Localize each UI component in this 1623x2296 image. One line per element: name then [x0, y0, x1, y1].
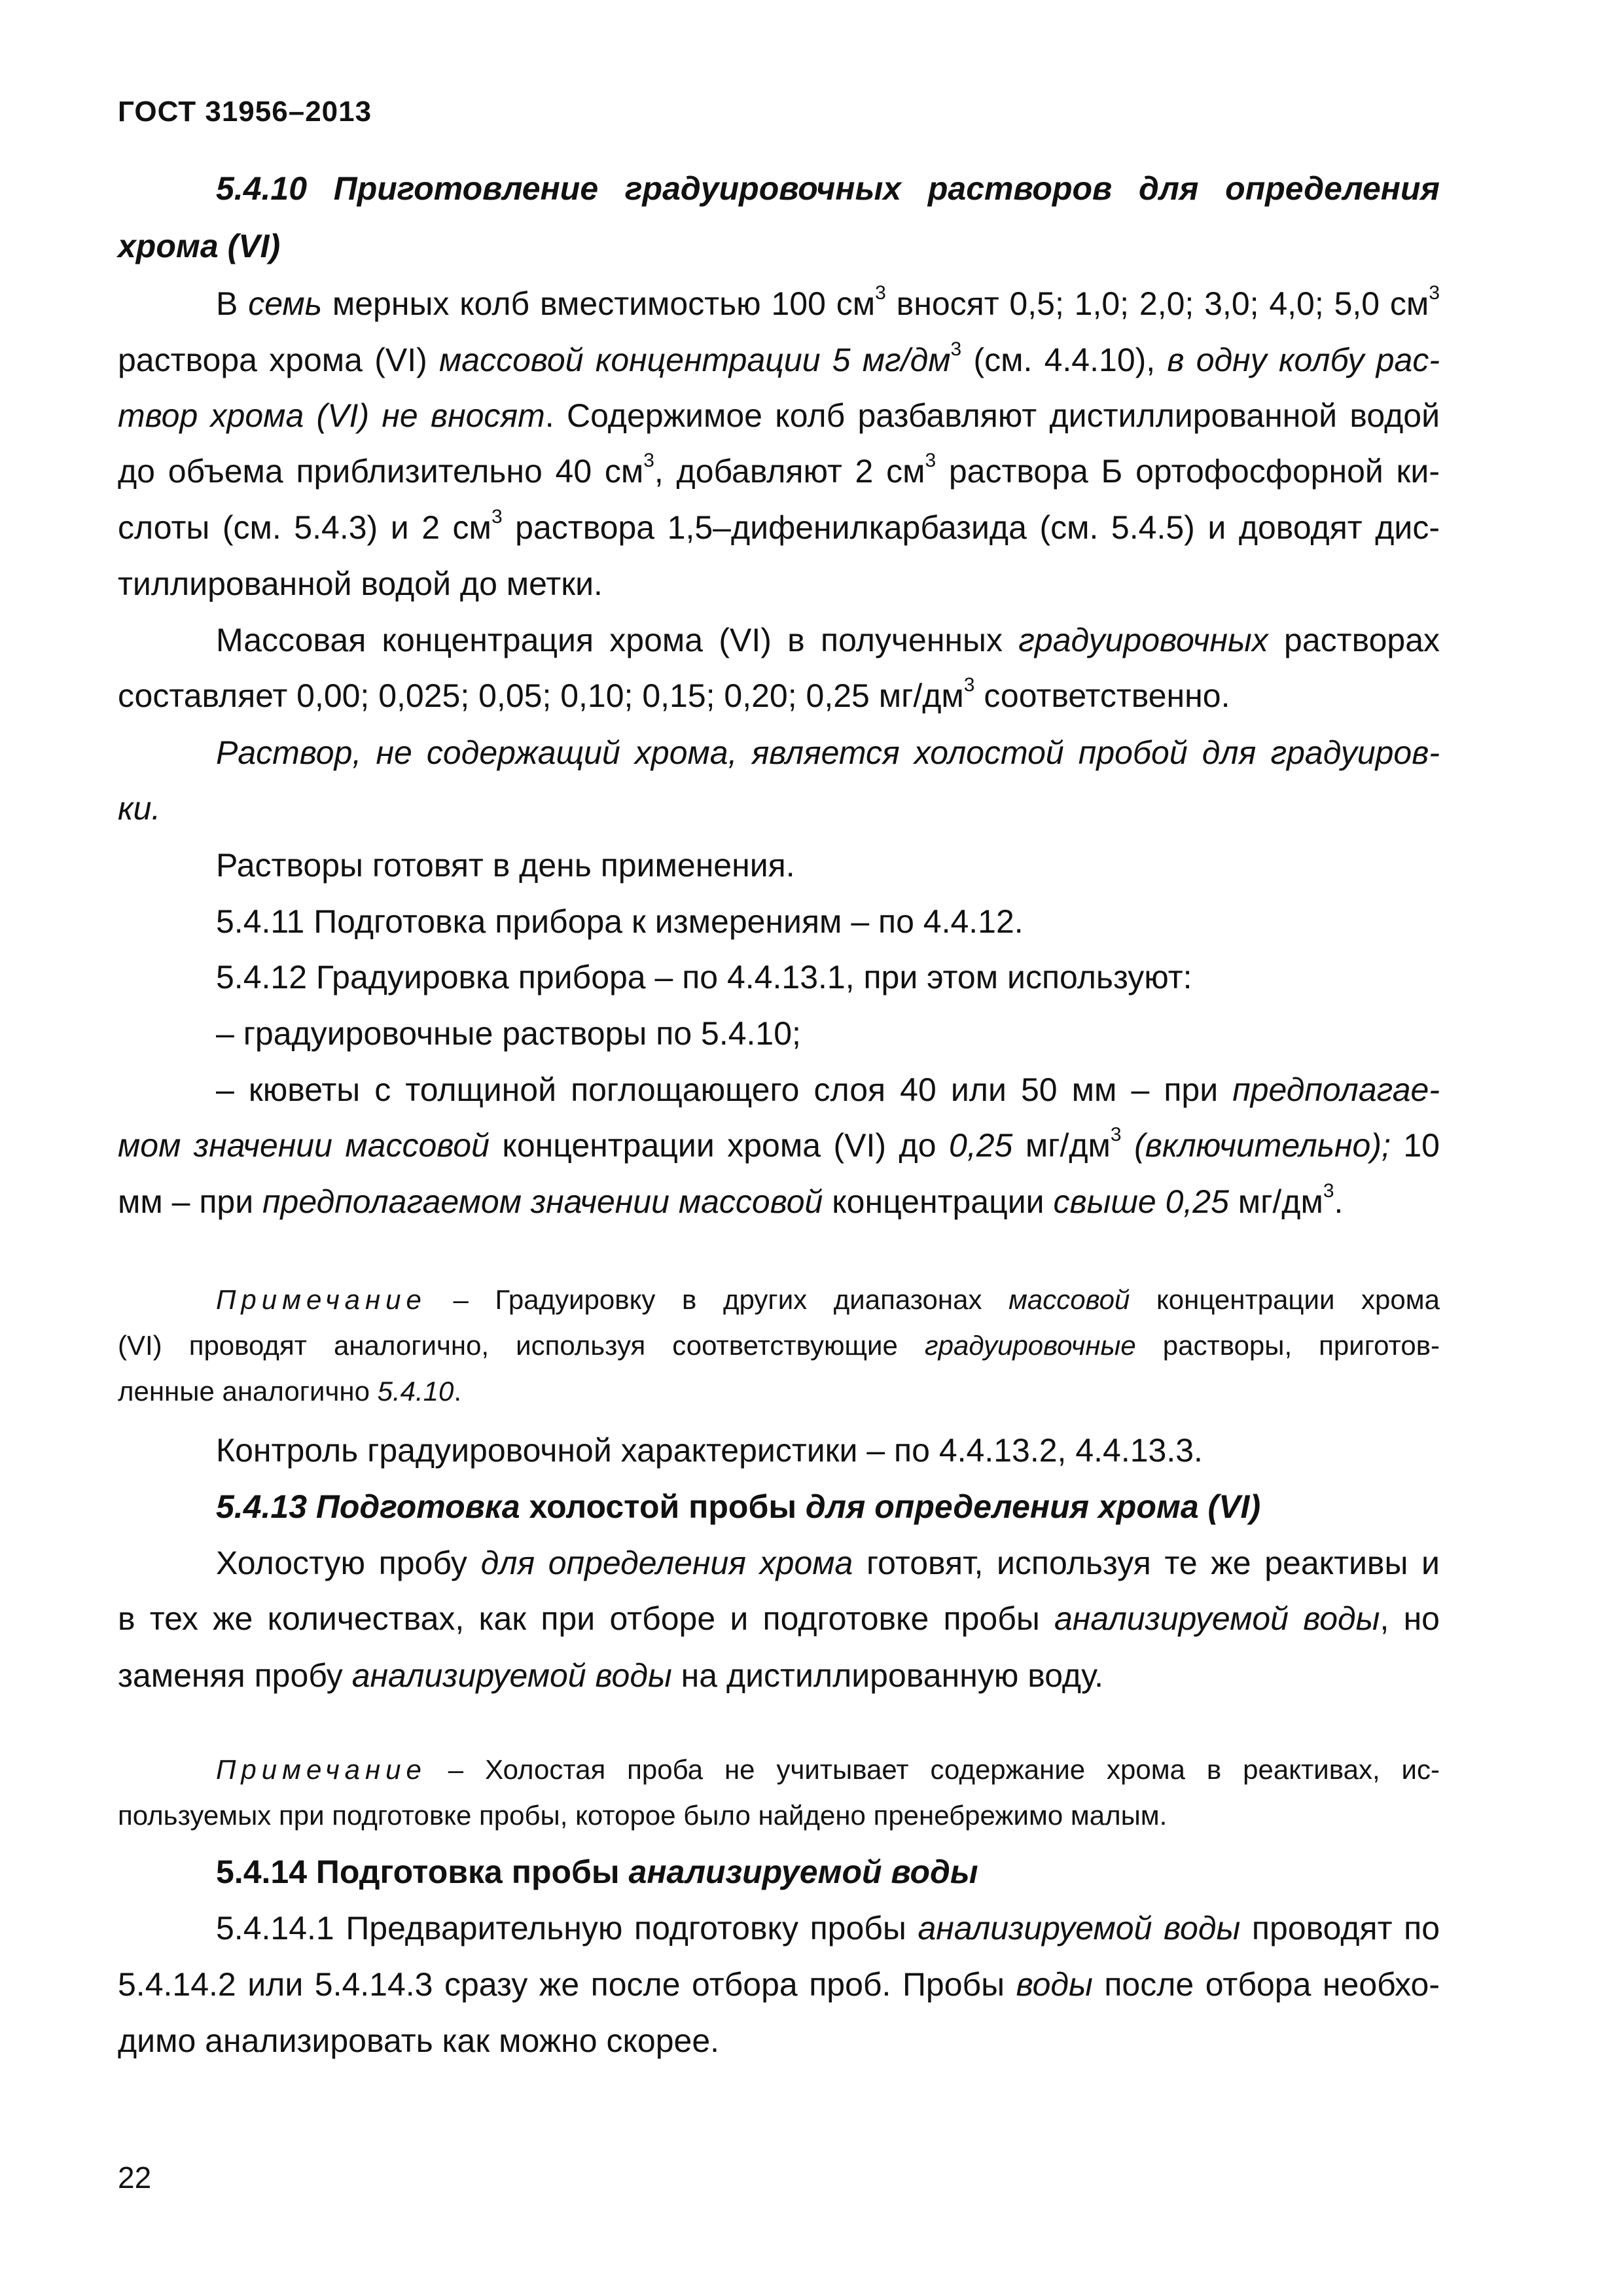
- list-item: – градуировочные растворы по 5.4.10;: [216, 1015, 801, 1052]
- note-label: Примечание: [216, 1754, 427, 1785]
- note-line: Примечание – Холостая проба не учитывает содержание хрома в реактивах, ис-: [216, 1754, 1440, 1785]
- paragraph-line: 5.4.14.2 или 5.4.14.3 сразу же после отбора проб. Пробы воды после отбора необхо-: [118, 1966, 1440, 2003]
- paragraph-line: в тех же количествах, как при отборе и подготовке пробы анализируемой воды, но: [118, 1600, 1440, 1637]
- paragraph-line: Холостую пробу для определения хрома готовят, используя те же реактивы и: [216, 1545, 1440, 1581]
- list-item: – кюветы с толщиной поглощающего слоя 40 или 50 мм – при предполагае-: [216, 1071, 1440, 1108]
- note-line: пользуемых при подготовке пробы, которое было найдено пренебрежимо малым.: [118, 1800, 1168, 1831]
- section-5-4-14-heading: 5.4.14 Подготовка пробы анализируемой воды: [216, 1854, 978, 1890]
- paragraph-line: В семь мерных колб вместимостью 100 $см^3$ вносят 0,5; 1,0; 2,0; 3,0; 4,0; 5,0 $см^3$: [216, 282, 1440, 322]
- paragraph-line: до объема приблизительно 40 $см^3$, добавляют 2 $см^3$ раствора Б ортофосфорной ки-: [118, 450, 1440, 490]
- paragraph-line: заменяя пробу анализируемой воды на дистиллированную воду.: [118, 1657, 1103, 1694]
- note-line: Примечание – Градуировку в других диапазонах массовой концентрации хрома: [216, 1284, 1440, 1315]
- paragraph-line: ки.: [118, 790, 161, 827]
- section-5-4-13-heading: 5.4.13 Подготовка холостой пробы для определения хрома (VI): [216, 1488, 1261, 1525]
- paragraph-line: составляет 0,00; 0,025; 0,05; 0,10; 0,15; 0,20; 0,25 $мг/дм^3$ соответственно.: [118, 674, 1230, 714]
- paragraph-line: Растворы готовят в день применения.: [216, 847, 795, 884]
- section-5-4-12-intro: 5.4.12 Градуировка прибора – по 4.4.13.1, при этом используют:: [216, 959, 1192, 996]
- paragraph-line: Раствор, не содержащий хрома, является холостой пробой для градуиров-: [216, 734, 1440, 771]
- list-item-cont: мм – при предполагаемом значении массовой концентрации свыше 0,25 $мг/дм^3$.: [118, 1180, 1344, 1220]
- paragraph-line: твор хрома (VI) не вносят. Содержимое колб разбавляют дистиллированной водой: [118, 397, 1440, 434]
- section-5-4-11: 5.4.11 Подготовка прибора к измерениям – по 4.4.12.: [216, 903, 1024, 940]
- paragraph-line: тиллированной водой до метки.: [118, 565, 603, 602]
- list-item-cont: мом значении массовой концентрации хрома (VI) до 0,25 $мг/дм^3$ (включительно); 10: [118, 1124, 1440, 1164]
- note-line: (VI) проводят аналогично, используя соответствующие градуировочные растворы, приготов-: [118, 1330, 1440, 1361]
- paragraph-line: димо анализировать как можно скорее.: [118, 2022, 720, 2059]
- section-5-4-10-heading: 5.4.10 Приготовление градуировочных растворов для определения: [216, 170, 1440, 207]
- note-line: ленные аналогично 5.4.10.: [118, 1376, 462, 1407]
- page-number: 22: [118, 2161, 152, 2195]
- paragraph-line: слоты (см. 5.4.3) и 2 $см^3$ раствора 1,5–дифенилкарбазида (см. 5.4.5) и доводят дис-: [118, 506, 1440, 546]
- paragraph-line: Контроль градуировочной характеристики – по 4.4.13.2, 4.4.13.3.: [216, 1432, 1203, 1469]
- section-5-4-10-heading-cont: хрома (VI): [118, 228, 281, 264]
- paragraph-line: раствора хрома (VI) массовой концентрации 5 $мг/дм^3$ (см. 4.4.10), в одну колбу рас-: [118, 338, 1440, 378]
- paragraph-line: Массовая концентрация хрома (VI) в полученных градуировочных растворах: [216, 622, 1440, 658]
- note-label: Примечание: [216, 1284, 427, 1315]
- running-header: ГОСТ 31956–2013: [118, 96, 372, 128]
- paragraph-line: 5.4.14.1 Предварительную подготовку пробы анализируемой воды проводят по: [216, 1910, 1440, 1946]
